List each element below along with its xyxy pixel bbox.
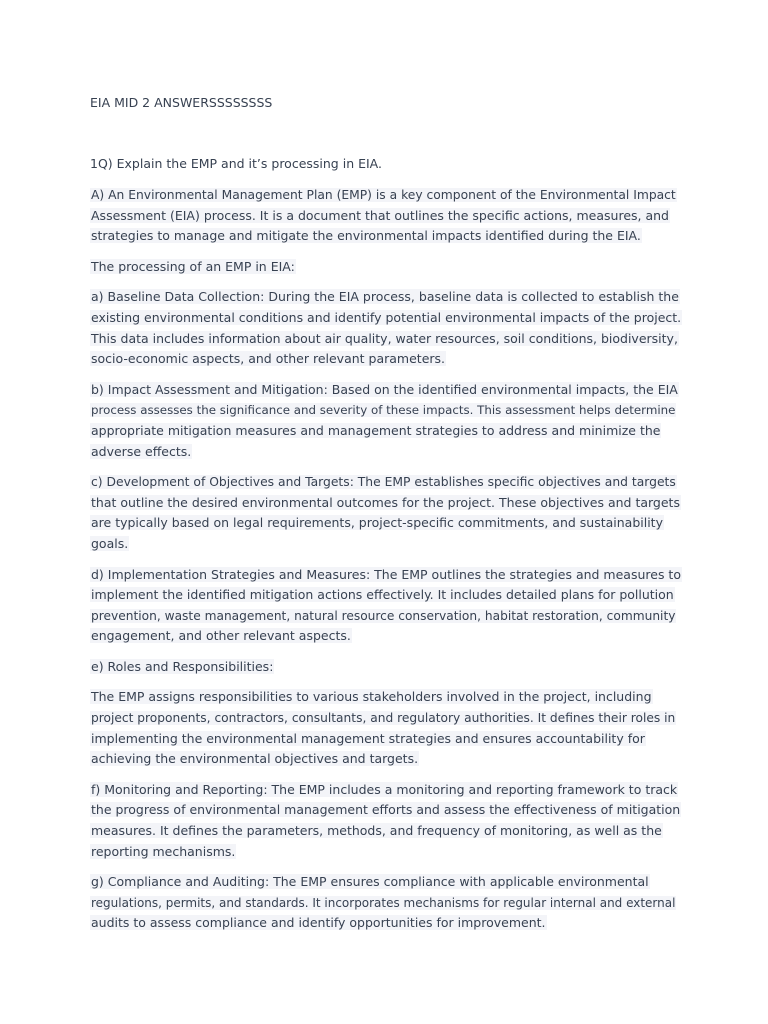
paragraph-monitoring-reporting	[90, 780, 682, 862]
paragraph-line: The EMP assigns responsibilities to various stakeholders involved in the project, including	[91, 689, 652, 705]
paragraph-line: achieving the environmental objectives and targets.	[91, 751, 419, 767]
paragraph-line: regulations, permits, and standards. It incorporates mechanisms for regular internal and external	[91, 895, 676, 910]
paragraph-line: A) An Environmental Management Plan (EMP) is a key component of the Environmental Impact	[91, 188, 676, 202]
paragraph-compliance-auditing	[90, 872, 682, 934]
paragraph-line: The processing of an EMP in EIA:	[91, 258, 295, 274]
answer-body	[90, 185, 682, 944]
paragraph-line: f) Monitoring and Reporting: The EMP includes a monitoring and reporting framework to track	[91, 781, 678, 797]
paragraph-line: strategies to manage and mitigate the environmental impacts identified during the EIA.	[91, 228, 641, 244]
paragraph-line: existing environmental conditions and identify potential environmental impacts of the project.	[91, 309, 682, 325]
paragraph-objectives-targets	[90, 472, 682, 554]
paragraph-baseline-data-collection	[90, 287, 682, 369]
paragraph-line: appropriate mitigation measures and management strategies to address and minimize the	[91, 422, 661, 438]
paragraph-emp-processing-intro	[90, 257, 682, 278]
paragraph-line: d) Implementation Strategies and Measures: The EMP outlines the strategies and measures to	[91, 566, 681, 582]
paragraph-line: b) Impact Assessment and Mitigation: Based on the identified environmental impacts, the EIA	[91, 381, 678, 397]
paragraph-line: audits to assess compliance and identify opportunities for improvement.	[91, 915, 546, 931]
paragraph-line: goals.	[91, 535, 129, 551]
paragraph-roles-heading	[90, 657, 682, 678]
paragraph-line: prevention, waste management, natural resource conservation, habitat restoration, community	[91, 608, 676, 623]
document-title: EIA MID 2 ANSWERSSSSSSSS	[90, 95, 273, 110]
paragraph-line: implement the identified mitigation actions effectively. It includes detailed plans for pollution	[91, 587, 674, 603]
paragraph-line: socio-economic aspects, and other relevant parameters.	[91, 351, 446, 367]
paragraph-line: This data includes information about air quality, water resources, soil conditions, biodiversity,	[91, 330, 678, 346]
paragraph-implementation-strategies	[90, 565, 682, 647]
paragraph-line: Assessment (EIA) process. It is a document that outlines the specific actions, measures, and	[91, 207, 669, 223]
question-heading: 1Q) Explain the EMP and it’s processing in EIA.	[90, 156, 382, 171]
paragraph-line: engagement, and other relevant aspects.	[91, 628, 351, 644]
paragraph-line: process assesses the significance and severity of these impacts. This assessment helps determine	[91, 403, 676, 418]
paragraph-roles-responsibilities	[90, 687, 682, 769]
paragraph-line: a) Baseline Data Collection: During the EIA process, baseline data is collected to establish the	[91, 289, 679, 305]
paragraph-emp-definition	[90, 185, 682, 247]
paragraph-line: implementing the environmental management strategies and ensures accountability for	[91, 730, 645, 746]
paragraph-line: that outline the desired environmental outcomes for the project. These objectives and targets	[91, 494, 680, 510]
paragraph-line: project proponents, contractors, consultants, and regulatory authorities. It defines their roles in	[91, 711, 676, 726]
paragraph-line: g) Compliance and Auditing: The EMP ensures compliance with applicable environmental	[91, 874, 649, 890]
paragraph-line: reporting mechanisms.	[91, 843, 236, 859]
paragraph-line: e) Roles and Responsibilities:	[91, 658, 274, 674]
paragraph-line: measures. It defines the parameters, methods, and frequency of monitoring, as well as the	[91, 823, 662, 839]
paragraph-impact-assessment	[90, 380, 682, 462]
paragraph-line: c) Development of Objectives and Targets: The EMP establishes specific objectives and targets	[91, 475, 676, 490]
paragraph-line: the progress of environmental management efforts and assess the effectiveness of mitigation	[91, 802, 681, 818]
paragraph-line: adverse effects.	[91, 443, 192, 459]
paragraph-line: are typically based on legal requirements, project-specific commitments, and sustainability	[91, 515, 663, 531]
